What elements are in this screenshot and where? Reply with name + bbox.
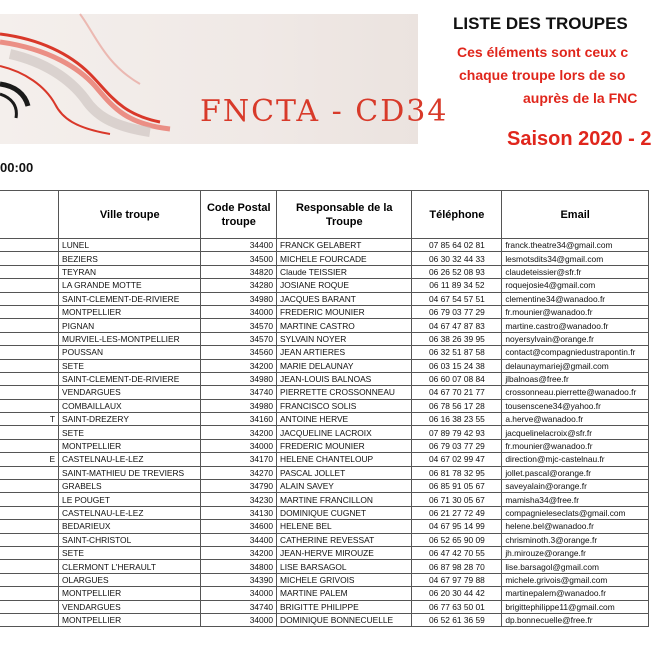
- cell-responsable: ALAIN SAVEY: [277, 480, 412, 493]
- cell-code-postal: 34230: [201, 493, 277, 506]
- cell-ville: SAINT-CLEMENT-DE-RIVIERE: [59, 292, 201, 305]
- table-row: [0, 493, 649, 506]
- cell-code-postal: 34980: [201, 372, 277, 385]
- table-row: [0, 426, 649, 439]
- cell-troupe: [0, 587, 59, 600]
- table-row: [0, 613, 649, 626]
- cell-responsable: DOMINIQUE CUGNET: [277, 506, 412, 519]
- cell-email: martine.castro@wanadoo.fr: [502, 319, 649, 332]
- cell-troupe: [0, 292, 59, 305]
- cell-troupe: [0, 332, 59, 345]
- cell-troupe: [0, 279, 59, 292]
- cell-troupe: E: [0, 453, 59, 466]
- table-row: [0, 560, 649, 573]
- cell-ville: COMBAILLAUX: [59, 399, 201, 412]
- cell-troupe: [0, 252, 59, 265]
- cell-email: saveyalain@orange.fr: [502, 480, 649, 493]
- cell-ville: BEZIERS: [59, 252, 201, 265]
- table-row: [0, 506, 649, 519]
- table-row: [0, 399, 649, 412]
- troupes-table: [0, 190, 649, 627]
- table-row: [0, 520, 649, 533]
- table-row: [0, 439, 649, 452]
- cell-telephone: 07 89 79 42 93: [412, 426, 502, 439]
- cell-ville: MONTPELLIER: [59, 305, 201, 318]
- cell-troupe: [0, 399, 59, 412]
- cell-ville: CASTELNAU-LE-LEZ: [59, 453, 201, 466]
- cell-email: tousenscene34@yahoo.fr: [502, 399, 649, 412]
- cell-email: lise.barsagol@gmail.com: [502, 560, 649, 573]
- table-row: [0, 265, 649, 278]
- table-row: [0, 480, 649, 493]
- table-row: [0, 279, 649, 292]
- cell-ville: CASTELNAU-LE-LEZ: [59, 506, 201, 519]
- cell-responsable: MICHELE FOURCADE: [277, 252, 412, 265]
- cell-telephone: 04 67 95 14 99: [412, 520, 502, 533]
- col-header-email: Email: [502, 191, 649, 239]
- table-row: [0, 332, 649, 345]
- table-row: [0, 239, 649, 252]
- subtitle-line-1: Ces éléments sont ceux c: [457, 44, 629, 60]
- cell-ville: SAINT-MATHIEU DE TREVIERS: [59, 466, 201, 479]
- cell-email: jacquelinelacroix@sfr.fr: [502, 426, 649, 439]
- cell-telephone: 06 11 89 34 52: [412, 279, 502, 292]
- subtitle-line-3: auprès de la FNC: [523, 90, 638, 106]
- table-row: [0, 386, 649, 399]
- cell-responsable: HELENE CHANTELOUP: [277, 453, 412, 466]
- cell-email: fr.mounier@wanadoo.fr: [502, 439, 649, 452]
- cell-email: roquejosie4@gmail.com: [502, 279, 649, 292]
- cell-responsable: MARTINE FRANCILLON: [277, 493, 412, 506]
- cell-telephone: 06 71 30 05 67: [412, 493, 502, 506]
- cell-code-postal: 34980: [201, 292, 277, 305]
- cell-responsable: CATHERINE REVESSAT: [277, 533, 412, 546]
- cell-troupe: [0, 560, 59, 573]
- fncta-banner: [0, 14, 449, 144]
- cell-telephone: 06 87 98 28 70: [412, 560, 502, 573]
- table-row: [0, 600, 649, 613]
- cell-code-postal: 34200: [201, 546, 277, 559]
- cell-ville: MONTPELLIER: [59, 587, 201, 600]
- cell-code-postal: 34270: [201, 466, 277, 479]
- cell-telephone: 06 21 27 72 49: [412, 506, 502, 519]
- cell-responsable: FRANCK GELABERT: [277, 239, 412, 252]
- cell-troupe: [0, 305, 59, 318]
- cell-code-postal: 34000: [201, 439, 277, 452]
- cell-code-postal: 34280: [201, 279, 277, 292]
- table-row: [0, 466, 649, 479]
- cell-responsable: JOSIANE ROQUE: [277, 279, 412, 292]
- cell-troupe: [0, 466, 59, 479]
- cell-ville: PIGNAN: [59, 319, 201, 332]
- cell-email: noyersylvain@orange.fr: [502, 332, 649, 345]
- cell-code-postal: 34570: [201, 319, 277, 332]
- cell-ville: SAINT-CHRISTOL: [59, 533, 201, 546]
- col-header-responsable: Responsable de la Troupe: [277, 191, 412, 239]
- cell-responsable: FREDERIC MOUNIER: [277, 305, 412, 318]
- cell-code-postal: 34400: [201, 533, 277, 546]
- cell-code-postal: 34170: [201, 453, 277, 466]
- cell-code-postal: 34130: [201, 506, 277, 519]
- table-row: [0, 252, 649, 265]
- table-row: [0, 533, 649, 546]
- cell-telephone: 06 81 78 32 95: [412, 466, 502, 479]
- cell-code-postal: 34160: [201, 413, 277, 426]
- cell-responsable: JEAN-HERVE MIROUZE: [277, 546, 412, 559]
- page-title: LISTE DES TROUPES: [453, 14, 628, 33]
- cell-ville: CLERMONT L'HERAULT: [59, 560, 201, 573]
- cell-responsable: JEAN ARTIERES: [277, 346, 412, 359]
- cell-telephone: 06 03 15 24 38: [412, 359, 502, 372]
- cell-code-postal: 34800: [201, 560, 277, 573]
- cell-telephone: 06 79 03 77 29: [412, 439, 502, 452]
- table-row: [0, 413, 649, 426]
- table-row: [0, 587, 649, 600]
- cell-email: jlbalnoas@free.fr: [502, 372, 649, 385]
- cell-email: contact@compagniedustrapontin.fr: [502, 346, 649, 359]
- cell-telephone: 06 79 03 77 29: [412, 305, 502, 318]
- cell-responsable: LISE BARSAGOL: [277, 560, 412, 573]
- cell-troupe: [0, 546, 59, 559]
- cell-email: mamisha34@free.fr: [502, 493, 649, 506]
- table-row: [0, 319, 649, 332]
- cell-responsable: Claude TEISSIER: [277, 265, 412, 278]
- cell-email: lesmotsdits34@gmail.com: [502, 252, 649, 265]
- cell-telephone: 06 47 42 70 55: [412, 546, 502, 559]
- cell-telephone: 06 20 30 44 42: [412, 587, 502, 600]
- cell-troupe: [0, 265, 59, 278]
- table-header-row: [0, 191, 649, 239]
- cell-responsable: SYLVAIN NOYER: [277, 332, 412, 345]
- season-label: Saison 2020 - 2: [507, 128, 652, 150]
- cell-telephone: 04 67 70 21 77: [412, 386, 502, 399]
- col-header-code-postal: Code Postal troupe: [201, 191, 277, 239]
- cell-telephone: 06 77 63 50 01: [412, 600, 502, 613]
- cell-email: direction@mjc-castelnau.fr: [502, 453, 649, 466]
- cell-email: michele.grivois@gmail.com: [502, 573, 649, 586]
- cell-ville: OLARGUES: [59, 573, 201, 586]
- cell-email: clementine34@wanadoo.fr: [502, 292, 649, 305]
- cell-responsable: DOMINIQUE BONNECUELLE: [277, 613, 412, 626]
- cell-code-postal: 34600: [201, 520, 277, 533]
- cell-troupe: [0, 359, 59, 372]
- cell-responsable: JACQUES BARANT: [277, 292, 412, 305]
- cell-ville: POUSSAN: [59, 346, 201, 359]
- table-row: [0, 453, 649, 466]
- cell-responsable: MICHELE GRIVOIS: [277, 573, 412, 586]
- col-header-telephone: Téléphone: [412, 191, 502, 239]
- cell-troupe: [0, 386, 59, 399]
- cell-troupe: [0, 372, 59, 385]
- table-row: [0, 305, 649, 318]
- cell-troupe: [0, 239, 59, 252]
- cell-responsable: ANTOINE HERVE: [277, 413, 412, 426]
- cell-code-postal: 34980: [201, 399, 277, 412]
- cell-ville: SAINT-DREZERY: [59, 413, 201, 426]
- cell-troupe: [0, 520, 59, 533]
- cell-troupe: [0, 573, 59, 586]
- cell-telephone: 06 30 32 44 33: [412, 252, 502, 265]
- cell-responsable: MARTINE CASTRO: [277, 319, 412, 332]
- col-header-ville: Ville troupe: [59, 191, 201, 239]
- cell-code-postal: 34000: [201, 613, 277, 626]
- cell-code-postal: 34820: [201, 265, 277, 278]
- cell-code-postal: 34570: [201, 332, 277, 345]
- cell-telephone: 06 60 07 08 84: [412, 372, 502, 385]
- cell-troupe: [0, 613, 59, 626]
- cell-telephone: 04 67 54 57 51: [412, 292, 502, 305]
- cell-troupe: [0, 426, 59, 439]
- cell-code-postal: 34000: [201, 305, 277, 318]
- cell-email: chrisminoth.3@orange.fr: [502, 533, 649, 546]
- cell-email: fr.mounier@wanadoo.fr: [502, 305, 649, 318]
- cell-troupe: T: [0, 413, 59, 426]
- cell-code-postal: 34500: [201, 252, 277, 265]
- cell-responsable: JEAN-LOUIS BALNOAS: [277, 372, 412, 385]
- subtitle-line-2: chaque troupe lors de so: [459, 67, 626, 83]
- cell-code-postal: 34740: [201, 386, 277, 399]
- cell-ville: SETE: [59, 546, 201, 559]
- cell-troupe: [0, 439, 59, 452]
- cell-telephone: 06 78 56 17 28: [412, 399, 502, 412]
- table-row: [0, 546, 649, 559]
- cell-telephone: 06 52 65 90 09: [412, 533, 502, 546]
- cell-email: compagnieleseclats@gmail.com: [502, 506, 649, 519]
- cell-ville: LUNEL: [59, 239, 201, 252]
- cell-ville: LA GRANDE MOTTE: [59, 279, 201, 292]
- cell-email: helene.bel@wanadoo.fr: [502, 520, 649, 533]
- cell-telephone: 04 67 47 87 83: [412, 319, 502, 332]
- cell-email: franck.theatre34@gmail.com: [502, 239, 649, 252]
- cell-code-postal: 34200: [201, 426, 277, 439]
- cell-troupe: [0, 493, 59, 506]
- cell-ville: SAINT-CLEMENT-DE-RIVIERE: [59, 372, 201, 385]
- cell-responsable: JACQUELINE LACROIX: [277, 426, 412, 439]
- cell-code-postal: 34200: [201, 359, 277, 372]
- cell-ville: GRABELS: [59, 480, 201, 493]
- cell-telephone: 06 26 52 08 93: [412, 265, 502, 278]
- cell-ville: MONTPELLIER: [59, 439, 201, 452]
- col-header-troupe: [0, 191, 59, 239]
- cell-ville: BEDARIEUX: [59, 520, 201, 533]
- cell-telephone: 06 85 91 05 67: [412, 480, 502, 493]
- cell-responsable: BRIGITTE PHILIPPE: [277, 600, 412, 613]
- cell-telephone: 06 38 26 39 95: [412, 332, 502, 345]
- cell-troupe: [0, 319, 59, 332]
- cell-telephone: 04 67 97 79 88: [412, 573, 502, 586]
- cell-troupe: [0, 600, 59, 613]
- cell-email: crossonneau.pierrette@wanadoo.fr: [502, 386, 649, 399]
- table-row: [0, 372, 649, 385]
- cell-email: martinepalem@wanadoo.fr: [502, 587, 649, 600]
- cell-troupe: [0, 480, 59, 493]
- cell-ville: MONTPELLIER: [59, 613, 201, 626]
- cell-ville: SETE: [59, 359, 201, 372]
- table-row: [0, 359, 649, 372]
- cell-code-postal: 34790: [201, 480, 277, 493]
- fncta-logo-text: FNCTA - CD34: [200, 94, 449, 129]
- cell-ville: MURVIEL-LES-MONTPELLIER: [59, 332, 201, 345]
- cell-email: dp.bonnecuelle@free.fr: [502, 613, 649, 626]
- cell-ville: SETE: [59, 426, 201, 439]
- cell-telephone: 06 52 61 36 59: [412, 613, 502, 626]
- cell-ville: LE POUGET: [59, 493, 201, 506]
- cell-code-postal: 34400: [201, 239, 277, 252]
- cell-code-postal: 34390: [201, 573, 277, 586]
- cell-troupe: [0, 506, 59, 519]
- cell-telephone: 07 85 64 02 81: [412, 239, 502, 252]
- cell-email: claudeteissier@sfr.fr: [502, 265, 649, 278]
- cell-email: jollet.pascal@orange.fr: [502, 466, 649, 479]
- cell-code-postal: 34740: [201, 600, 277, 613]
- cell-ville: VENDARGUES: [59, 386, 201, 399]
- table-row: [0, 573, 649, 586]
- table-row: [0, 292, 649, 305]
- cell-responsable: FREDERIC MOUNIER: [277, 439, 412, 452]
- cell-responsable: PIERRETTE CROSSONNEAU: [277, 386, 412, 399]
- cell-email: delaunaymariej@gmail.com: [502, 359, 649, 372]
- cell-responsable: MARIE DELAUNAY: [277, 359, 412, 372]
- cell-troupe: [0, 346, 59, 359]
- cell-code-postal: 34560: [201, 346, 277, 359]
- timestamp: 00:00: [0, 160, 34, 175]
- cell-telephone: 04 67 02 99 47: [412, 453, 502, 466]
- cell-code-postal: 34000: [201, 587, 277, 600]
- cell-telephone: 06 16 38 23 55: [412, 413, 502, 426]
- cell-email: brigittephilippe11@gmail.com: [502, 600, 649, 613]
- cell-responsable: MARTINE PALEM: [277, 587, 412, 600]
- cell-responsable: FRANCISCO SOLIS: [277, 399, 412, 412]
- table-row: [0, 346, 649, 359]
- cell-responsable: HELENE BEL: [277, 520, 412, 533]
- cell-responsable: PASCAL JOLLET: [277, 466, 412, 479]
- cell-telephone: 06 32 51 87 58: [412, 346, 502, 359]
- cell-ville: VENDARGUES: [59, 600, 201, 613]
- cell-troupe: [0, 533, 59, 546]
- cell-email: jh.mirouze@orange.fr: [502, 546, 649, 559]
- cell-email: a.herve@wanadoo.fr: [502, 413, 649, 426]
- cell-ville: TEYRAN: [59, 265, 201, 278]
